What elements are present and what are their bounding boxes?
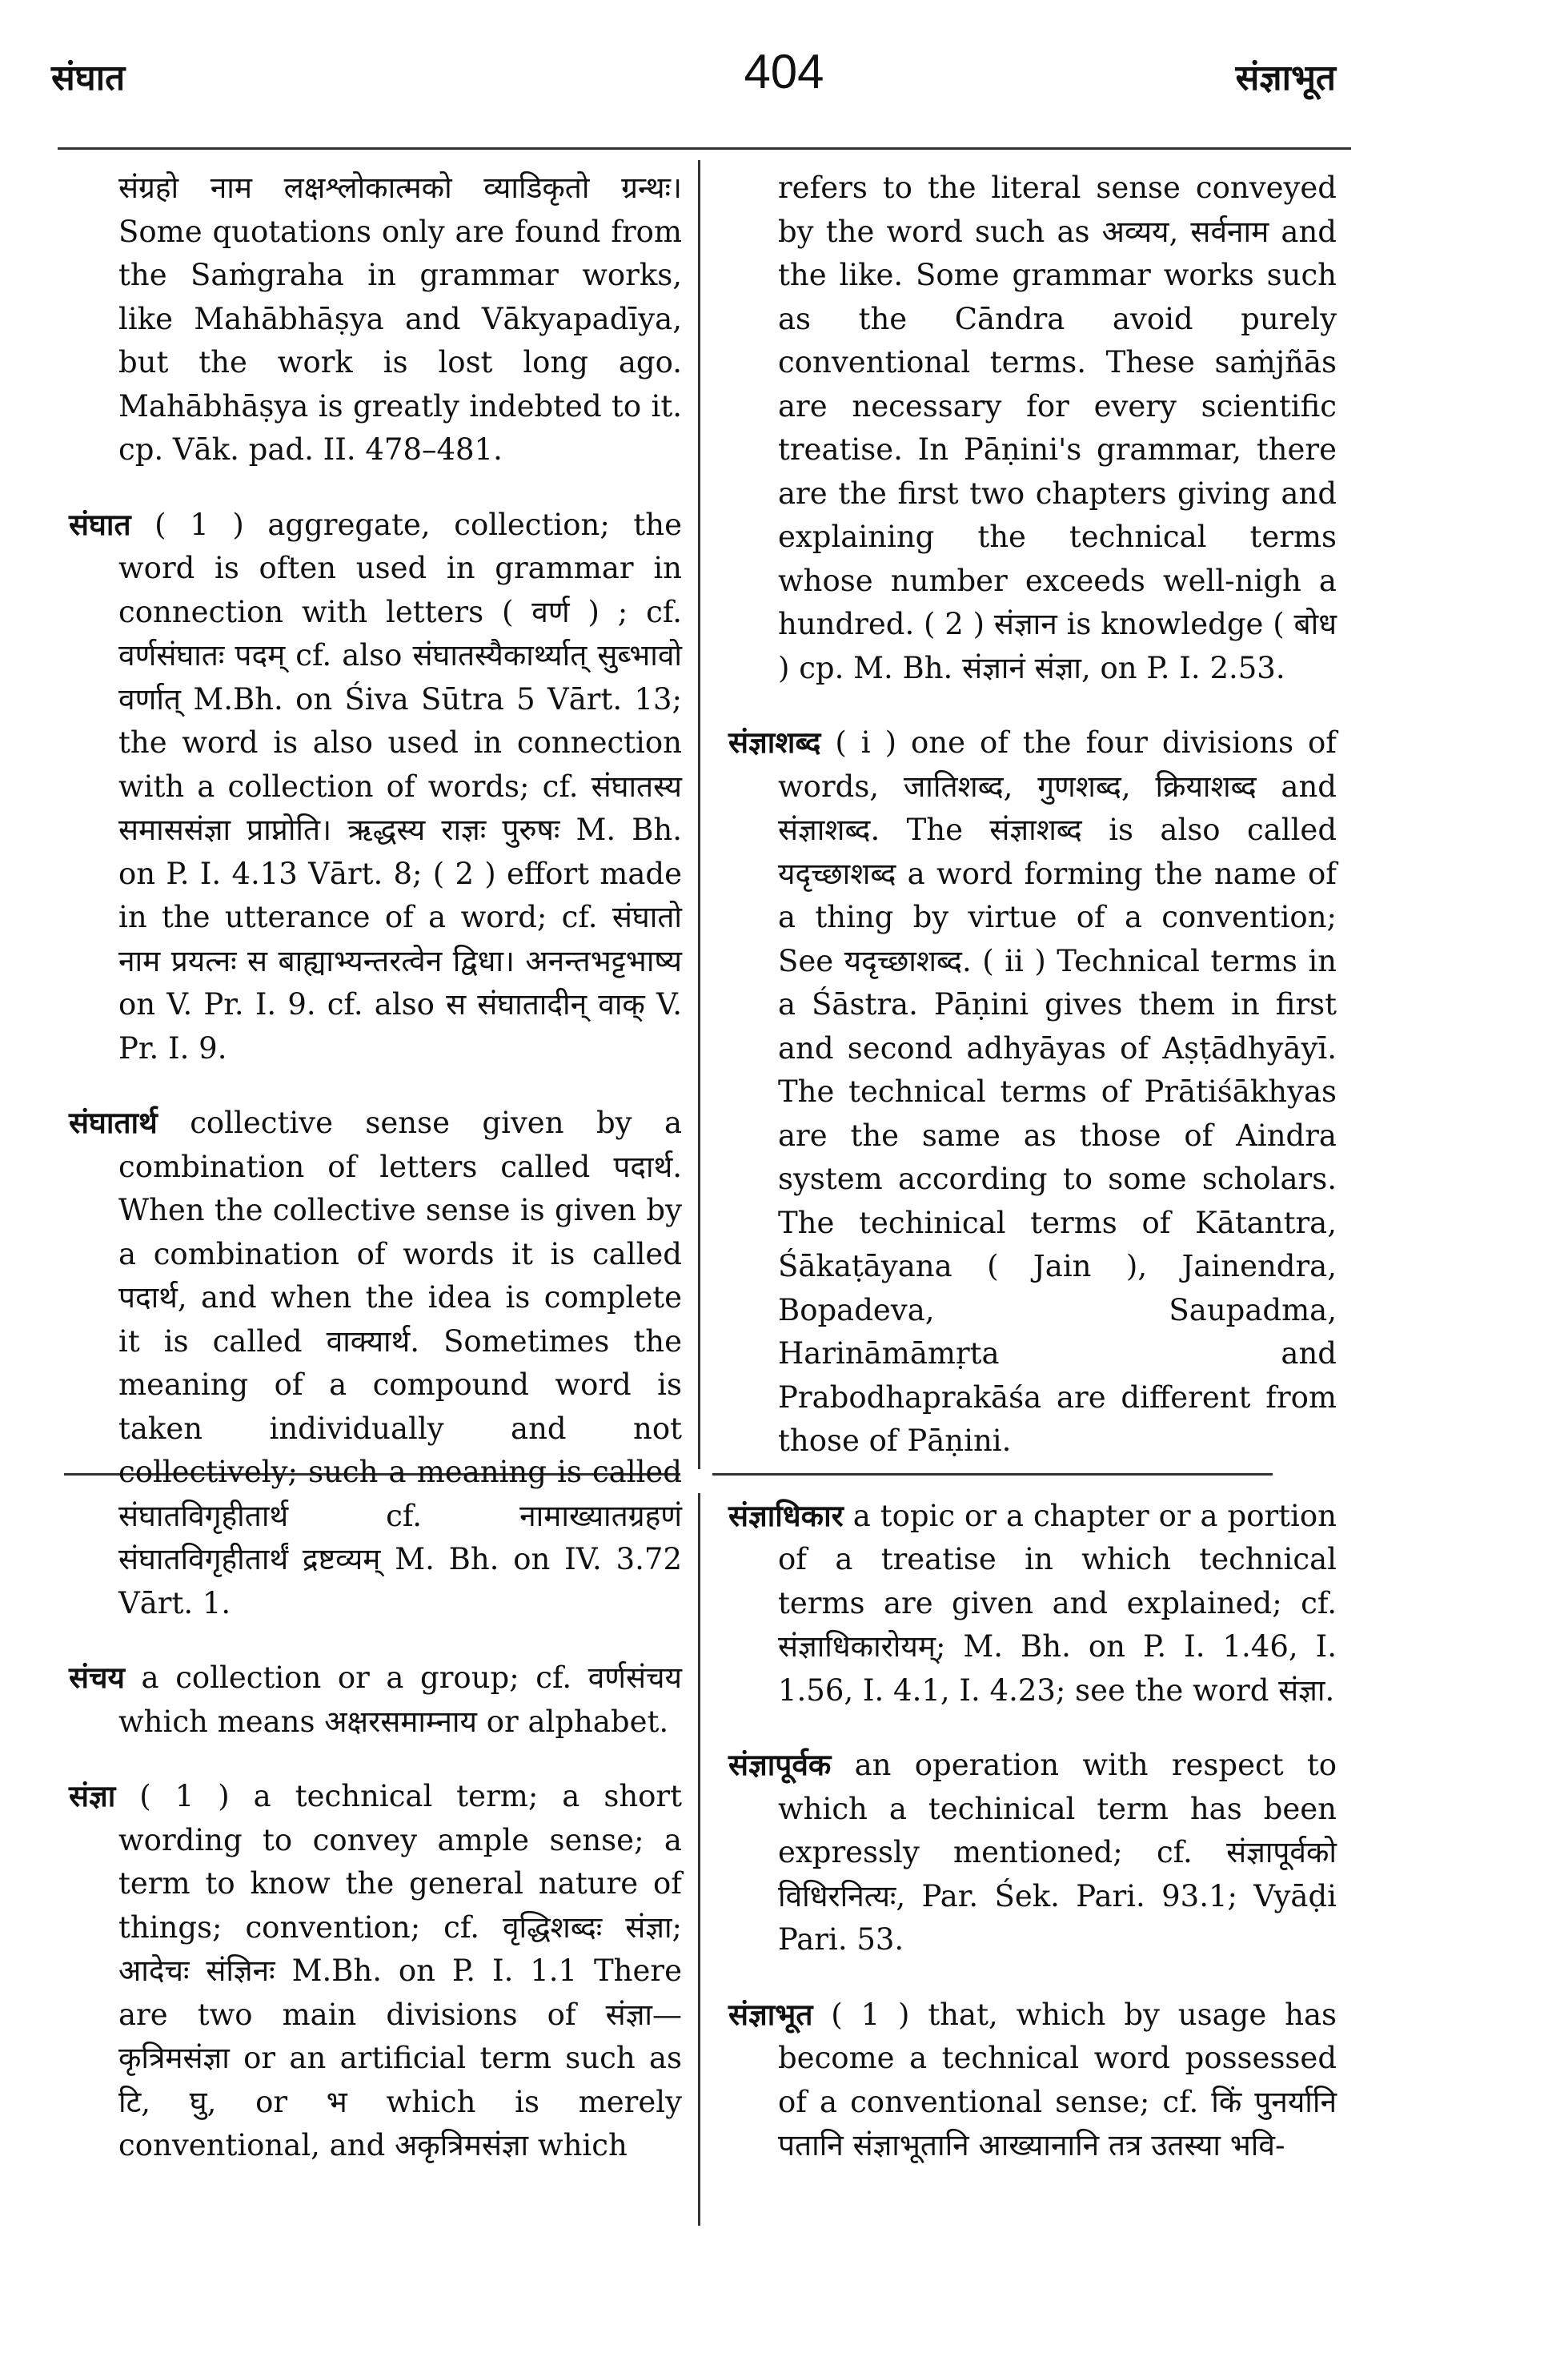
- entry-sanjnapurvaka: [728, 1743, 1337, 1962]
- entry-sanghata: [69, 503, 682, 1071]
- left-running-headword: संघात: [51, 58, 126, 98]
- entry-headword: संज्ञाधिकार: [728, 1497, 844, 1533]
- page-number: 404: [744, 45, 824, 98]
- left-column: [69, 167, 682, 2198]
- entry-sanghatartha: [69, 1101, 682, 1625]
- entry-text: संग्रहो नाम लक्षश्लोकात्मको व्याडिकृतो ग्रन्थः। Some quotations only are found from the Saṁgraha in grammar works, like Mahābhāṣya and Vākyapadīya, but the work is lost long ago. Mahābhāṣya is greatly indebted to it. cp. Vāk. pad. II. 478–481.: [118, 171, 682, 467]
- entry-text: a collection or a group; cf. वर्णसंचय which means अक्षरसमाम्नाय or alphabet.: [118, 1660, 682, 1739]
- entry-sanjna: [69, 1774, 682, 2168]
- entry-text: ( 1 ) that, which by usage has become a technical word possessed of a conventional sense; cf. किं पुनर्यानि पतानि संज्ञाभूतानि आख्यानानि तत्र उतस्या भवि-: [778, 1997, 1337, 2162]
- entry-text: an operation with respect to which a techinical term has been expressly mentioned; cf. संज्ञापूर्वको विधिरनित्यः, Par. Śek. Pari. 93.1; Vyāḍi Pari. 53.: [778, 1748, 1337, 1957]
- entry-headword: संचय: [69, 1660, 125, 1695]
- right-running-headword: संज्ञाभूत: [1235, 58, 1336, 98]
- column-divider: [698, 160, 700, 2226]
- header-rule: [58, 147, 1351, 150]
- entry-text: ( i ) one of the four divisions of words, जातिशब्द, गुणशब्द, क्रियाशब्द and संज्ञाशब्द. The संज्ञाशब्द is also called यदृच्छाशब्द a word forming the name of a thing by virtue of a convention; See यदृच्छाशब्द. ( ii ) Technical terms in a Śāstra. Pāṇini gives them in first and second adhyāyas of Aṣṭādhyāyī. The technical terms of Prātiśākhyas are the same as those of Aindra system according to some scholars. The techinical terms of Kātantra, Śākaṭāyana ( Jain ), Jainendra, Bopadeva, Saupadma, Harināmāmṛta and Prabodhaprakāśa are different from those of Pāṇini.: [778, 725, 1337, 1458]
- entry-text: collective sense given by a combination of letters called पदार्थ. When the collective sense is given by a combination of words it is called पदार्थ, and when the idea is complete it is called वाक्यार्थ. Sometimes the meaning of a compound word is taken individually and not collectively; such a meaning is called संघातविगृहीतार्थ cf. नामाख्यातग्रहणं संघातविगृहीतार्थं द्रष्टव्यम् M. Bh. on IV. 3.72 Vārt. 1.: [118, 1106, 682, 1620]
- entry-text: refers to the literal sense conveyed by the word such as अव्यय, सर्वनाम and the like. Some grammar works such as the Cāndra avoid purely conventional terms. These saṁjñās are necessary for every scientific treatise. In Pāṇini's grammar, there are the first two chapters giving and explaining the technical terms whose number exceeds well-nigh a hundred. ( 2 ) संज्ञान is knowledge ( बोध ) cp. M. Bh. संज्ञानं संज्ञा, on P. I. 2.53.: [778, 171, 1337, 685]
- entry-headword: संज्ञाशब्द: [728, 725, 821, 760]
- entry-sanjnashabda: [728, 721, 1337, 1464]
- entry-continuation: [69, 167, 682, 472]
- entry-continuation: [728, 167, 1337, 690]
- entry-sanjnadhikara: [728, 1494, 1337, 1713]
- entry-headword: संज्ञा: [69, 1778, 116, 1813]
- column-divider-gap: [693, 1469, 705, 1493]
- entry-text: a topic or a chapter or a portion of a treatise in which technical terms are given and explained; cf. संज्ञाधिकारोयम्; M. Bh. on P. I. 1.46, I. 1.56, I. 4.1, I. 4.23; see the word संज्ञा.: [778, 1498, 1337, 1708]
- right-column: [728, 167, 1337, 2198]
- page-header: [0, 44, 1568, 124]
- entry-text: ( 1 ) aggregate, collection; the word is often used in grammar in connection with letters ( वर्ण ) ; cf. वर्णसंघातः पदम् cf. also संघातस्यैकार्थ्यात् सुब्भावो वर्णात् M.Bh. on Śiva Sūtra 5 Vārt. 13; the word is also used in connection with a collection of words; cf. संघातस्य समाससंज्ञा प्राप्नोति। ऋद्धस्य राज्ञः पुरुषः M. Bh. on P. I. 4.13 Vārt. 8; ( 2 ) effort made in the utterance of a word; cf. संघातो नाम प्रयत्नः स बाह्याभ्यन्तरत्वेन द्विधा। अनन्तभट्टभाष्य on V. Pr. I. 9. cf. also स संघातादीन् वाक् V. Pr. I. 9.: [118, 507, 682, 1066]
- entry-headword: संज्ञापूर्वक: [728, 1747, 832, 1782]
- entry-text: ( 1 ) a technical term; a short wording to convey ample sense; a term to know the general nature of things; convention; cf. वृद्धिशब्दः संज्ञा; आदेचः संज्ञिनः M.Bh. on P. I. 1.1 There are two main divisions of संज्ञा—कृत्रिमसंज्ञा or an artificial term such as टि, घु, or भ which is merely conventional, and अकृत्रिमसंज्ञा which: [115, 1779, 682, 2162]
- entry-headword: संज्ञाभूत: [728, 1996, 813, 2032]
- entry-headword: संघातार्थ: [69, 1105, 158, 1140]
- entry-headword: संघात: [69, 506, 131, 542]
- entry-sanchaya: [69, 1656, 682, 1744]
- entry-sanjnabhuta: [728, 1993, 1337, 2168]
